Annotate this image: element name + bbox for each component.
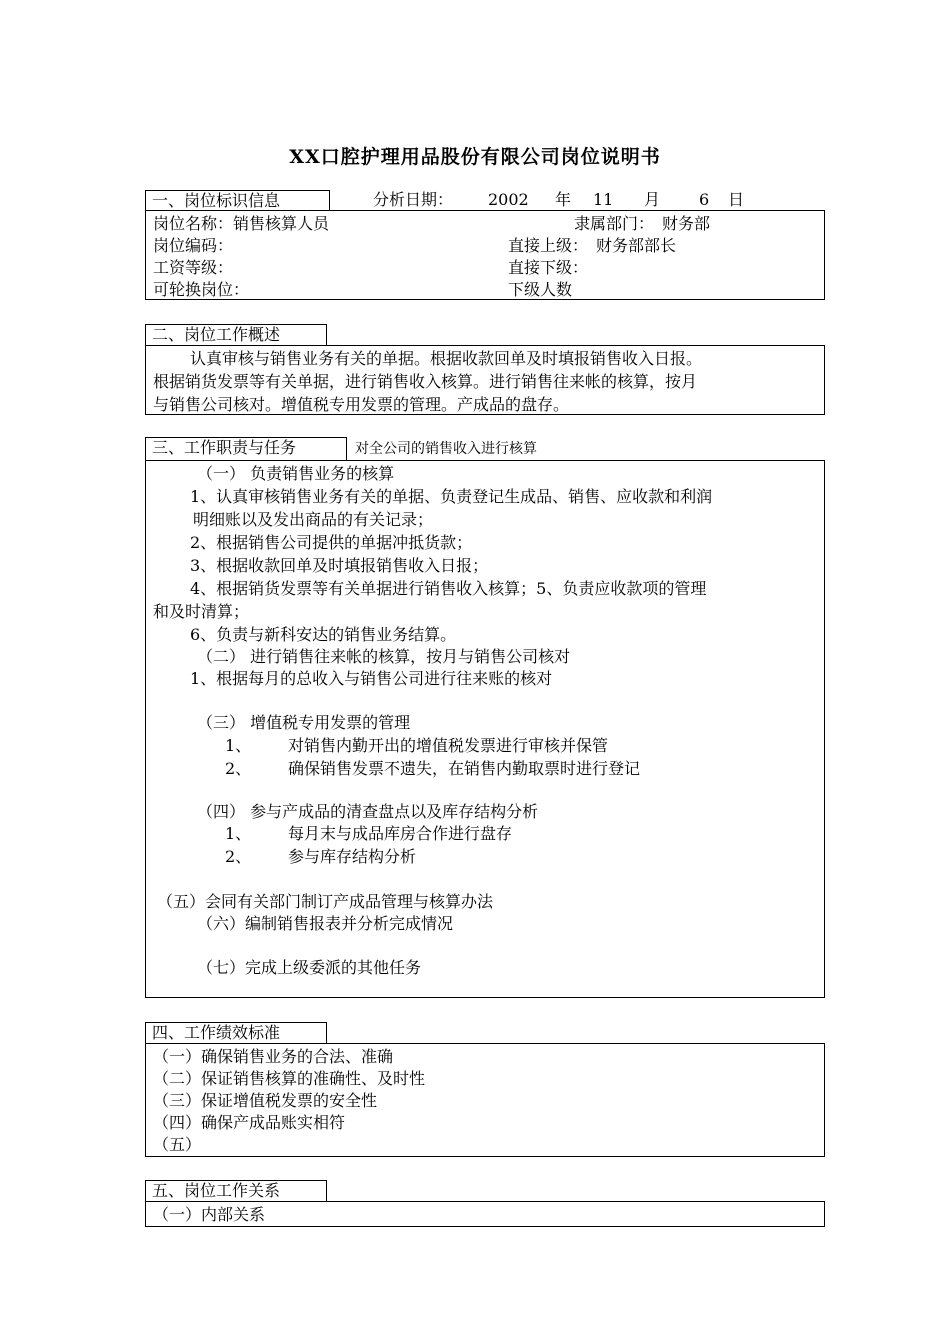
section3-header: 三、工作职责与任务 — [152, 438, 297, 457]
overview-line-3: 与销售公司核对。增值税专用发票的管理。产成品的盘存。 — [153, 395, 570, 414]
section3-header-tab — [145, 437, 347, 461]
year-unit: 年 — [555, 190, 572, 209]
duty-4-1: 每月末与成品库房合作进行盘存 — [288, 824, 513, 843]
relation-item-1: （一）内部关系 — [153, 1205, 266, 1224]
section3-note: 对全公司的销售收入进行核算 — [355, 441, 537, 457]
section1-header-tab — [145, 190, 330, 211]
month-unit: 月 — [644, 190, 661, 209]
duty-3-2-num: 2、 — [225, 759, 252, 778]
duty-1-3: 3、根据收款回单及时填报销售收入日报； — [190, 556, 489, 575]
section5-header: 五、岗位工作关系 — [152, 1181, 281, 1200]
overview-line-1: 认真审核与销售业务有关的单据。根据收款回单及时填报销售收入日报。 — [190, 349, 703, 368]
performance-item-5: （五） — [153, 1135, 202, 1154]
performance-item-4: （四）确保产成品账实相符 — [153, 1113, 346, 1132]
duty-heading-6: （六）编制销售报表并分析完成情况 — [197, 914, 454, 933]
post-code: 岗位编码： — [153, 236, 234, 255]
duty-1-1b: 明细账以及发出商品的有关记录； — [193, 510, 434, 529]
section5-header-tab — [145, 1180, 327, 1202]
rotation-post: 可轮换岗位： — [153, 280, 250, 299]
duty-4-2: 参与库存结构分析 — [288, 847, 417, 866]
duty-1-1a: 1、认真审核销售业务有关的单据、负责登记生成品、销售、应收款和利润 — [190, 487, 713, 506]
analysis-day: 6 — [699, 190, 710, 209]
duty-2-1: 1、根据每月的总收入与销售公司进行往来账的核对 — [190, 669, 553, 688]
duty-4-2-num: 2、 — [225, 847, 252, 866]
section1-header: 一、岗位标识信息 — [152, 191, 281, 210]
performance-item-2: （二）保证销售核算的准确性、及时性 — [153, 1069, 426, 1088]
section2-header-tab — [145, 324, 327, 346]
duty-heading-1: （一） 负责销售业务的核算 — [197, 464, 395, 483]
performance-item-1: （一）确保销售业务的合法、准确 — [153, 1047, 394, 1066]
duty-3-1: 对销售内勤开出的增值税发票进行审核并保管 — [288, 736, 609, 755]
page-title: XX口腔护理用品股份有限公司岗位说明书 — [289, 146, 661, 168]
analysis-year: 2002 — [488, 190, 529, 209]
analysis-month: 11 — [593, 190, 614, 209]
duty-1-2: 2、根据销售公司提供的单据冲抵货款； — [190, 533, 473, 552]
duty-1-4b: 和及时清算； — [153, 602, 250, 621]
duty-1-4a: 4、根据销货发票等有关单据进行销售收入核算；5、负责应收款项的管理 — [190, 579, 707, 598]
section4-header: 四、工作绩效标准 — [152, 1023, 281, 1042]
salary-grade: 工资等级： — [153, 258, 234, 277]
direct-superior: 直接上级： 财务部部长 — [508, 236, 677, 255]
duty-3-2: 确保销售发票不遗失，在销售内勤取票时进行登记 — [288, 759, 641, 778]
section2-header: 二、岗位工作概述 — [152, 325, 281, 344]
overview-line-2: 根据销货发票等有关单据，进行销售收入核算。进行销售往来帐的核算，按月 — [153, 372, 698, 391]
duty-heading-5: （五）会同有关部门制订产成品管理与核算办法 — [157, 892, 494, 911]
department: 隶属部门： 财务部 — [574, 214, 711, 233]
duty-heading-4: （四） 参与产成品的清查盘点以及库存结构分析 — [197, 802, 539, 821]
duty-heading-3: （三） 增值税专用发票的管理 — [197, 713, 411, 732]
analysis-date-label: 分析日期： — [373, 190, 454, 209]
duty-3-1-num: 1、 — [225, 736, 252, 755]
performance-item-3: （三）保证增值税发票的安全性 — [153, 1091, 378, 1110]
duty-heading-7: （七）完成上级委派的其他任务 — [197, 958, 422, 977]
subordinate-count: 下级人数 — [508, 280, 573, 299]
duty-heading-2: （二） 进行销售往来帐的核算，按月与销售公司核对 — [197, 647, 571, 666]
post-name: 岗位名称：销售核算人员 — [153, 214, 330, 233]
direct-subordinate: 直接下级： — [508, 258, 589, 277]
duty-1-6: 6、负责与新科安达的销售业务结算。 — [190, 625, 457, 644]
day-unit: 日 — [728, 190, 745, 209]
duty-4-1-num: 1、 — [225, 824, 252, 843]
section4-header-tab — [145, 1022, 327, 1044]
